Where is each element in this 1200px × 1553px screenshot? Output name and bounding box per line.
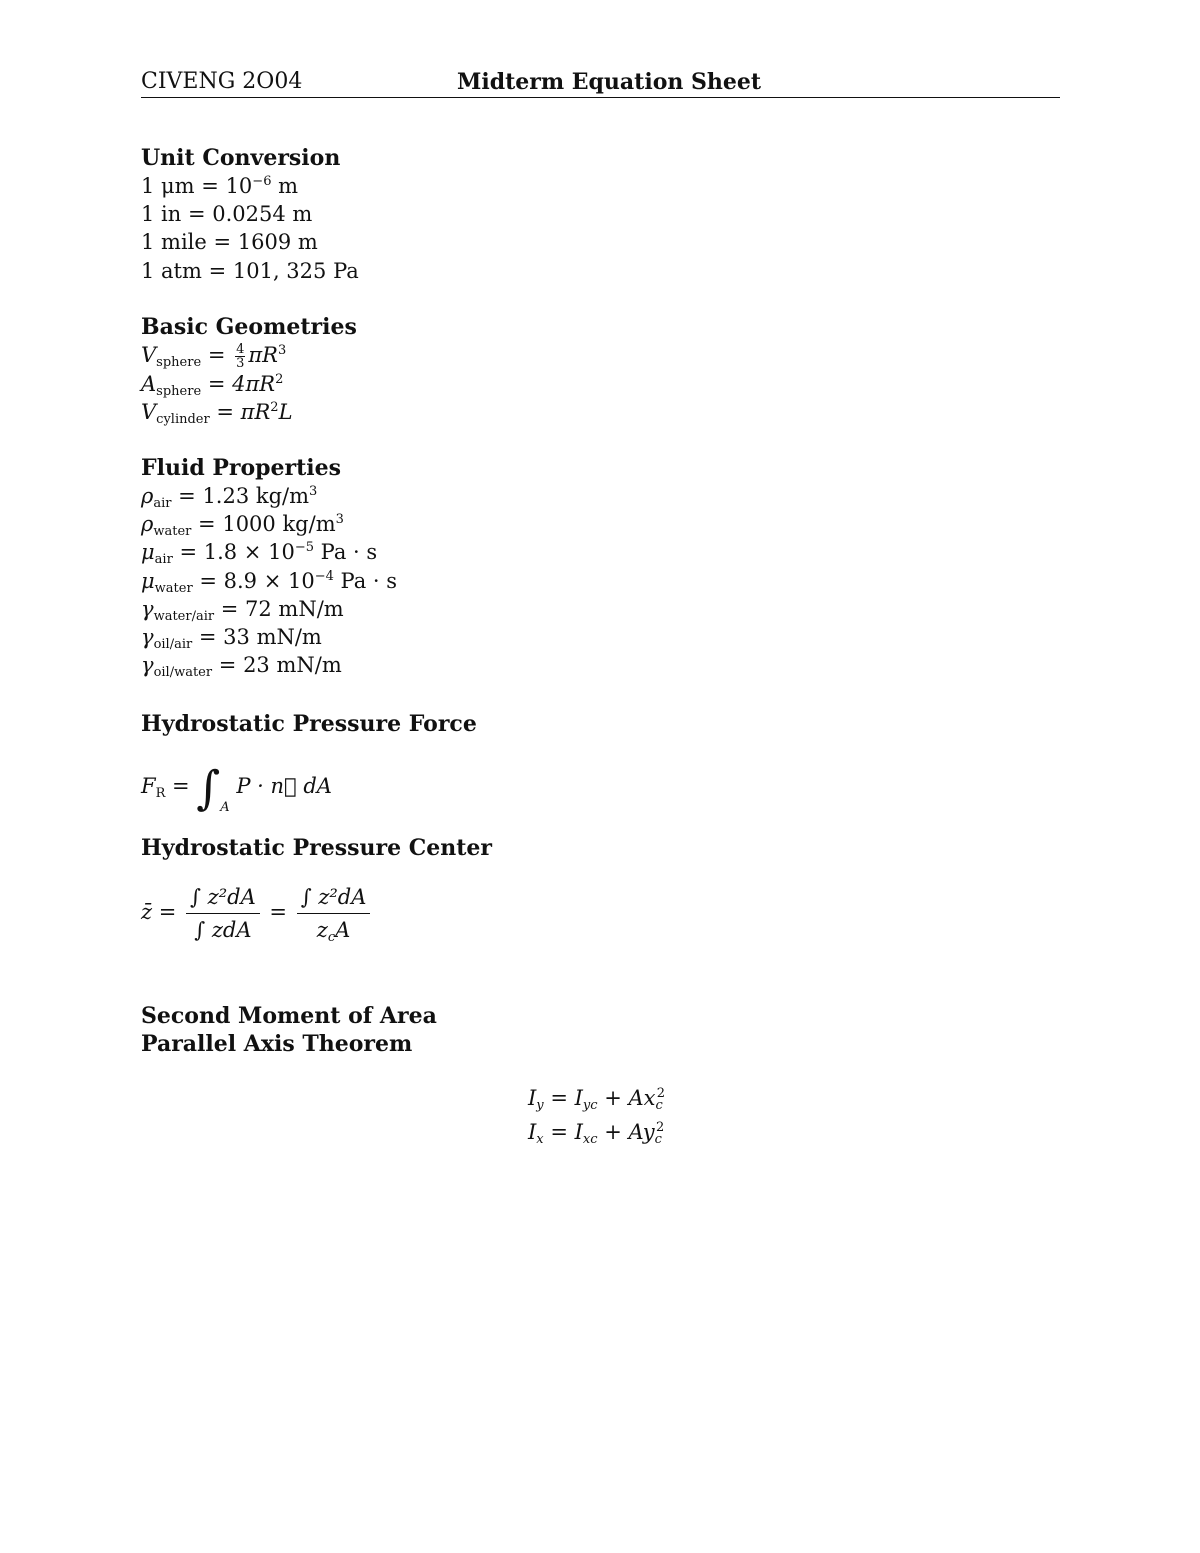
viscosity-air: $\mu_{air} = 1.8 \times 10^{-5}$ Pa · s <box>141 540 378 568</box>
conversion-atm: 1 atm = 101, 325 Pa <box>141 258 359 283</box>
four-thirds-fraction: $\frac{4}{3}$ <box>236 342 245 371</box>
conversion-micrometer: 1 $\mu m = 10^{-6}$ m <box>141 174 299 198</box>
sphere-volume-formula: $V_{sphere}$ = $\frac{4}{3}$ $\pi R^3$ <box>141 342 287 371</box>
surface-tension-water-air: $\gamma_{water/air} = 72$ mN/m <box>141 596 344 624</box>
header-rule <box>141 97 1060 98</box>
integral-sign: ∫ <box>196 760 221 815</box>
pressure-center-heading: Hydrostatic Pressure Center <box>141 835 492 861</box>
basic-geometries-heading: Basic Geometries <box>141 314 357 340</box>
parallel-axis-y-formula: $I_y = I_{yc} + Ax_c^2$ <box>528 1086 666 1113</box>
sphere-area-formula: $A_{sphere} = 4\pi R^2$ <box>141 372 284 399</box>
parallel-axis-heading: Parallel Axis Theorem <box>141 1031 413 1057</box>
section-unit-conversion <box>141 144 359 285</box>
density-air: $\rho_{air} = 1.23$ $kg/m^3$ <box>141 484 318 511</box>
conversion-inch: 1 in = 0.0254 m <box>141 202 313 227</box>
section-pressure-force <box>141 710 477 814</box>
pressure-center-fraction-1: $\frac{\text{∫ z²dA}}{\text{∫ zdA}}$ <box>186 882 260 945</box>
page-title: Midterm Equation Sheet <box>457 69 762 95</box>
viscosity-water: $\mu_{water} = 8.9 \times 10^{-4}$ Pa · s <box>141 568 398 596</box>
section-second-moment <box>141 1002 437 1058</box>
section-pressure-center <box>141 834 492 945</box>
parallel-axis-x-formula: $I_x = I_{xc} + Ay_c^2$ <box>528 1120 665 1147</box>
section-fluid-properties <box>141 454 397 679</box>
surface-tension-oil-water: $\gamma_{oil/water} = 23$ mN/m <box>141 653 342 681</box>
cylinder-volume-formula: $V_{cylinder} = \pi R^2L$ <box>141 400 293 428</box>
fluid-properties-heading: Fluid Properties <box>141 455 342 481</box>
course-code: CIVENG 2O04 <box>141 69 303 94</box>
conversion-mile: 1 mile = 1609 m <box>141 230 318 255</box>
pressure-force-heading: Hydrostatic Pressure Force <box>141 711 477 737</box>
pressure-center-fraction-2: $\frac{\text{∫ z²dA}}{z_cA}$ <box>297 882 371 945</box>
second-moment-heading: Second Moment of Area <box>141 1003 437 1029</box>
density-water: $\rho_{water} = 1000$ $kg/m^3$ <box>141 512 344 540</box>
section-basic-geometries <box>141 313 357 426</box>
pressure-center-formula: z̄ = $\frac{\text{∫ z²dA}}{\text{∫ zdA}}$ = $\frac{\text{∫ z²dA}}{z_cA}$ <box>141 882 492 945</box>
surface-tension-oil-air: $\gamma_{oil/air} = 33$ mN/m <box>141 625 322 653</box>
unit-conversion-heading: Unit Conversion <box>141 145 341 171</box>
pressure-force-formula: $F_R = \int_A$ P · n⃗ dA <box>141 760 332 815</box>
